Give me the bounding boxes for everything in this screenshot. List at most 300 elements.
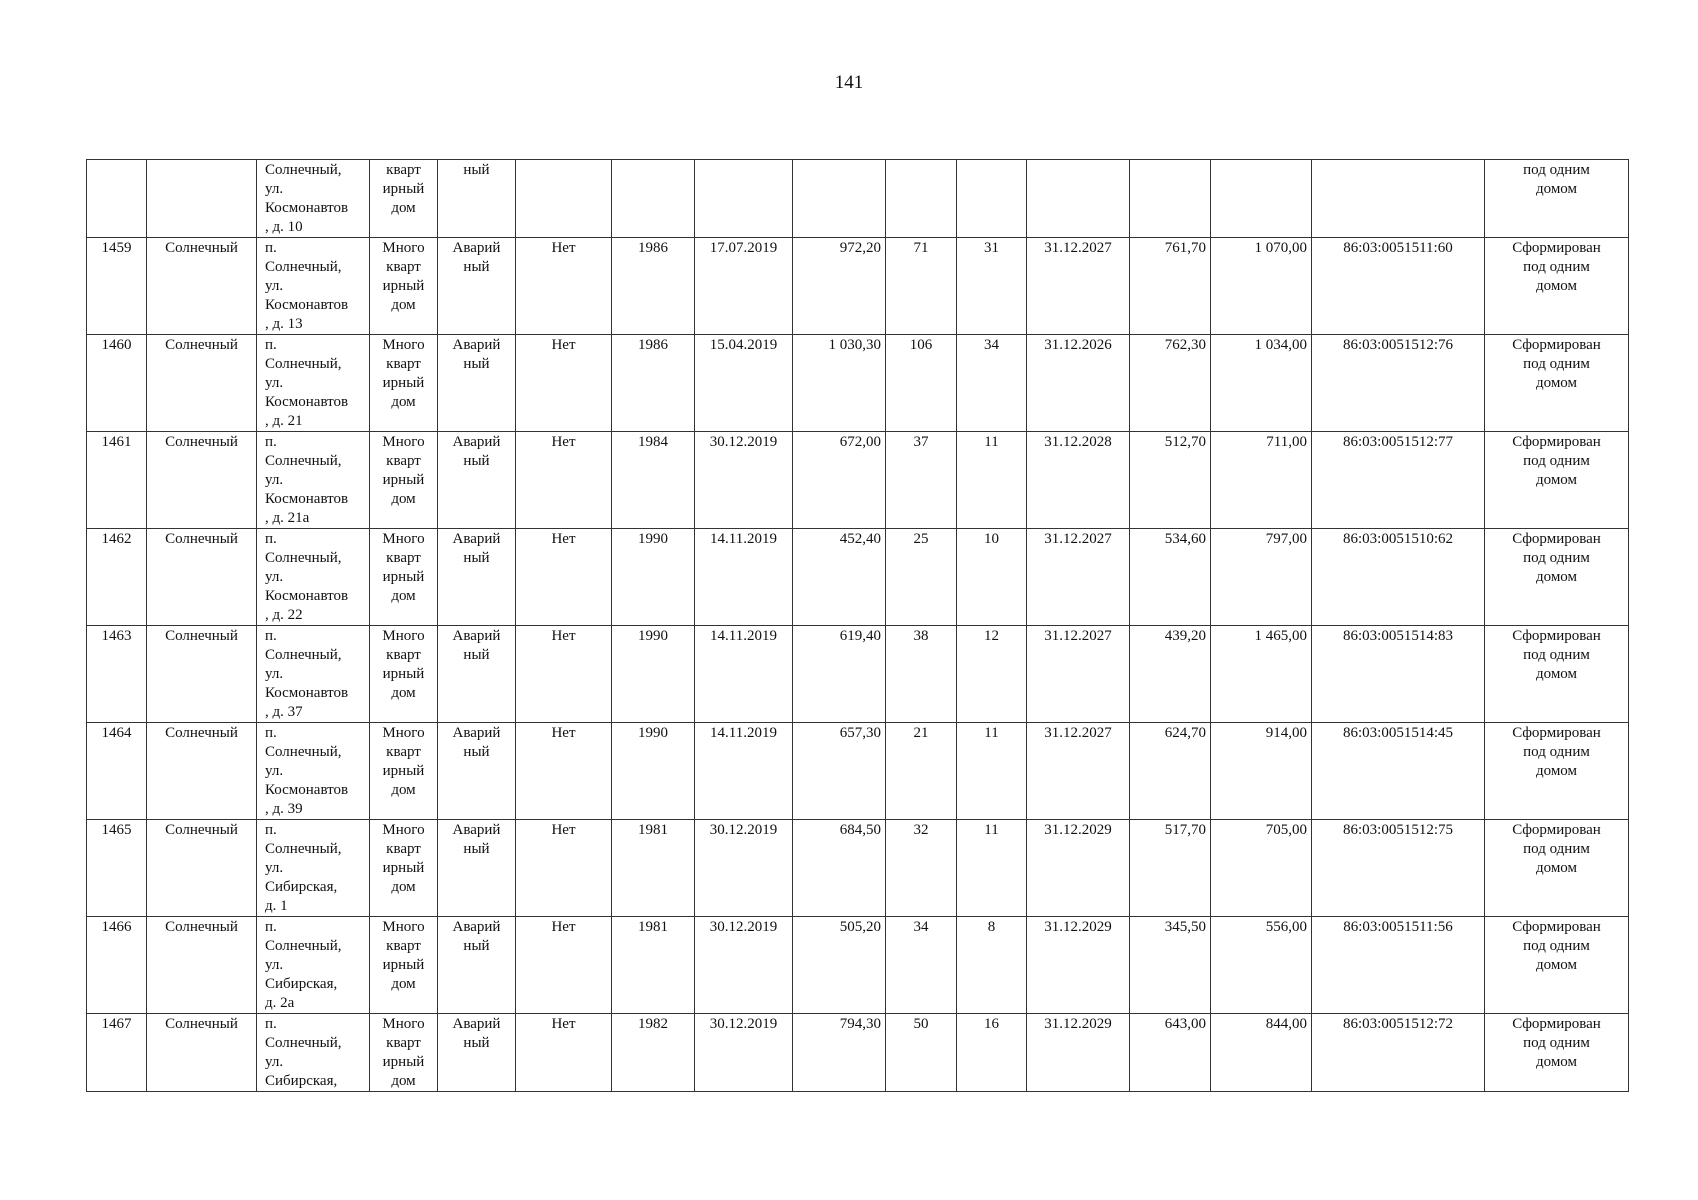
cell-date-recognized: 30.12.2019 bbox=[695, 1014, 793, 1092]
cell-house-type-line: кварт bbox=[386, 259, 421, 275]
cell-apartments: 11 bbox=[957, 820, 1027, 917]
cell-address-line: ул. bbox=[265, 666, 284, 682]
cell-note-line: Сформирован bbox=[1512, 822, 1601, 838]
cell-address-line: д. 2а bbox=[265, 995, 295, 1011]
cell-note-line: домом bbox=[1535, 181, 1578, 197]
cell-house-type bbox=[370, 1014, 438, 1092]
cell-address-line: п. bbox=[265, 337, 277, 353]
cell-house-type-line: ирный bbox=[382, 569, 425, 585]
cell-status bbox=[438, 626, 516, 723]
cell-note bbox=[1485, 238, 1629, 335]
cell-status bbox=[438, 160, 516, 238]
cell-note-line: под одним bbox=[1523, 938, 1590, 954]
cell-address-line: Космонавтов bbox=[265, 588, 349, 604]
cell-house-type bbox=[370, 626, 438, 723]
cell-date-recognized bbox=[695, 160, 793, 238]
cell-flag: Нет bbox=[516, 432, 612, 529]
cell-house-type bbox=[370, 238, 438, 335]
cell-address-line: Солнечный, bbox=[265, 938, 342, 954]
cell-house-type-line: ирный bbox=[382, 860, 425, 876]
cell-cost: 844,00 bbox=[1211, 1014, 1312, 1092]
cell-area: 657,30 bbox=[793, 723, 886, 820]
cell-note-line: Сформирован bbox=[1512, 240, 1601, 256]
cell-area bbox=[793, 160, 886, 238]
cell-flag: Нет bbox=[516, 820, 612, 917]
cell-date-recognized: 15.04.2019 bbox=[695, 335, 793, 432]
cell-settlement: Солнечный bbox=[147, 820, 257, 917]
cell-house-type-line: кварт bbox=[386, 550, 421, 566]
cell-address-line: ул. bbox=[265, 763, 284, 779]
cell-address-line: п. bbox=[265, 628, 277, 644]
cell-number: 1461 bbox=[87, 432, 147, 529]
cell-house-type bbox=[370, 917, 438, 1014]
cell-apartments: 11 bbox=[957, 723, 1027, 820]
cell-area: 794,30 bbox=[793, 1014, 886, 1092]
cell-date-recognized: 30.12.2019 bbox=[695, 432, 793, 529]
cell-note-line: домом bbox=[1535, 569, 1578, 585]
cell-settlement: Солнечный bbox=[147, 529, 257, 626]
cell-note-line: домом bbox=[1535, 666, 1578, 682]
cell-house-type-line: дом bbox=[391, 685, 416, 701]
cell-house-type-line: ирный bbox=[382, 181, 425, 197]
cell-address-line: Солнечный, bbox=[265, 841, 342, 857]
cell-note-line: Сформирован bbox=[1512, 1016, 1601, 1032]
cell-house-type-line: кварт bbox=[386, 841, 421, 857]
cell-address bbox=[257, 917, 370, 1014]
cell-cadastral-number: 86:03:0051514:45 bbox=[1312, 723, 1485, 820]
cell-settlement bbox=[147, 160, 257, 238]
cell-flag: Нет bbox=[516, 917, 612, 1014]
cell-year: 1990 bbox=[612, 723, 695, 820]
cell-house-type-line: дом bbox=[391, 297, 416, 313]
cell-house-type-line: ирный bbox=[382, 472, 425, 488]
cell-address-line: Солнечный, bbox=[265, 259, 342, 275]
cell-house-type bbox=[370, 432, 438, 529]
cell-status-line: ный bbox=[463, 356, 490, 372]
cell-address bbox=[257, 238, 370, 335]
cell-address-line: Солнечный, bbox=[265, 550, 342, 566]
cell-address-line: Солнечный, bbox=[265, 1035, 342, 1051]
cell-address-line: п. bbox=[265, 434, 277, 450]
cell-house-type-line: Много bbox=[382, 531, 425, 547]
housing-registry-table bbox=[86, 159, 1629, 1092]
cell-status-line: Аварий bbox=[452, 919, 501, 935]
cell-settlement: Солнечный bbox=[147, 1014, 257, 1092]
cell-deadline: 31.12.2027 bbox=[1027, 723, 1130, 820]
cell-address bbox=[257, 160, 370, 238]
cell-note-line: под одним bbox=[1523, 550, 1590, 566]
cell-settlement: Солнечный bbox=[147, 723, 257, 820]
cell-address-line: Солнечный, bbox=[265, 744, 342, 760]
cell-year: 1981 bbox=[612, 820, 695, 917]
cell-address-line: ул. bbox=[265, 1054, 284, 1070]
cell-cost: 711,00 bbox=[1211, 432, 1312, 529]
cell-house-type-line: дом bbox=[391, 394, 416, 410]
cell-cost: 556,00 bbox=[1211, 917, 1312, 1014]
cell-residents: 50 bbox=[886, 1014, 957, 1092]
cell-house-type bbox=[370, 335, 438, 432]
cell-house-type bbox=[370, 529, 438, 626]
cell-note-line: Сформирован bbox=[1512, 337, 1601, 353]
cell-residents bbox=[886, 160, 957, 238]
cell-apartments: 16 bbox=[957, 1014, 1027, 1092]
table-row bbox=[87, 335, 1629, 432]
cell-status bbox=[438, 917, 516, 1014]
cell-cadastral-number: 86:03:0051511:60 bbox=[1312, 238, 1485, 335]
cell-year: 1986 bbox=[612, 238, 695, 335]
cell-date-recognized: 14.11.2019 bbox=[695, 626, 793, 723]
cell-number bbox=[87, 160, 147, 238]
cell-deadline bbox=[1027, 160, 1130, 238]
cell-residents: 21 bbox=[886, 723, 957, 820]
cell-status-line: ный bbox=[463, 647, 490, 663]
cell-note-line: Сформирован bbox=[1512, 531, 1601, 547]
cell-area: 972,20 bbox=[793, 238, 886, 335]
cell-land-area: 762,30 bbox=[1130, 335, 1211, 432]
cell-residents: 38 bbox=[886, 626, 957, 723]
cell-deadline: 31.12.2027 bbox=[1027, 529, 1130, 626]
cell-area: 684,50 bbox=[793, 820, 886, 917]
cell-flag: Нет bbox=[516, 1014, 612, 1092]
cell-note-line: домом bbox=[1535, 472, 1578, 488]
cell-year: 1981 bbox=[612, 917, 695, 1014]
cell-address bbox=[257, 529, 370, 626]
cell-cost: 1 070,00 bbox=[1211, 238, 1312, 335]
cell-deadline: 31.12.2026 bbox=[1027, 335, 1130, 432]
cell-address-line: , д. 39 bbox=[265, 801, 303, 817]
cell-note-line: под одним bbox=[1523, 162, 1590, 178]
cell-address-line: Сибирская, bbox=[265, 879, 338, 895]
cell-land-area bbox=[1130, 160, 1211, 238]
cell-year: 1982 bbox=[612, 1014, 695, 1092]
cell-land-area: 517,70 bbox=[1130, 820, 1211, 917]
cell-address-line: , д. 21 bbox=[265, 413, 303, 429]
cell-status-line: Аварий bbox=[452, 434, 501, 450]
cell-address bbox=[257, 432, 370, 529]
cell-status-line: ный bbox=[463, 938, 490, 954]
cell-house-type-line: ирный bbox=[382, 957, 425, 973]
cell-address bbox=[257, 820, 370, 917]
cell-address-line: Сибирская, bbox=[265, 976, 338, 992]
cell-apartments bbox=[957, 160, 1027, 238]
cell-house-type-line: дом bbox=[391, 1073, 416, 1089]
cell-address-line: Космонавтов bbox=[265, 200, 349, 216]
cell-note-line: домом bbox=[1535, 375, 1578, 391]
cell-cost bbox=[1211, 160, 1312, 238]
cell-number: 1462 bbox=[87, 529, 147, 626]
cell-status-line: Аварий bbox=[452, 531, 501, 547]
cell-area: 452,40 bbox=[793, 529, 886, 626]
cell-area: 672,00 bbox=[793, 432, 886, 529]
cell-status bbox=[438, 529, 516, 626]
cell-year: 1990 bbox=[612, 529, 695, 626]
table-row bbox=[87, 626, 1629, 723]
cell-flag: Нет bbox=[516, 335, 612, 432]
cell-note-line: под одним bbox=[1523, 259, 1590, 275]
cell-cadastral-number: 86:03:0051514:83 bbox=[1312, 626, 1485, 723]
cell-deadline: 31.12.2029 bbox=[1027, 820, 1130, 917]
cell-note bbox=[1485, 1014, 1629, 1092]
cell-status bbox=[438, 432, 516, 529]
cell-address-line: ул. bbox=[265, 860, 284, 876]
cell-address-line: п. bbox=[265, 1016, 277, 1032]
cell-address-line: Солнечный, bbox=[265, 162, 342, 178]
cell-note-line: Сформирован bbox=[1512, 628, 1601, 644]
cell-cadastral-number: 86:03:0051512:72 bbox=[1312, 1014, 1485, 1092]
cell-apartments: 31 bbox=[957, 238, 1027, 335]
cell-deadline: 31.12.2027 bbox=[1027, 626, 1130, 723]
cell-cadastral-number: 86:03:0051512:77 bbox=[1312, 432, 1485, 529]
cell-status-line: Аварий bbox=[452, 1016, 501, 1032]
cell-address-line: ул. bbox=[265, 569, 284, 585]
cell-residents: 106 bbox=[886, 335, 957, 432]
cell-house-type-line: Много bbox=[382, 240, 425, 256]
cell-apartments: 8 bbox=[957, 917, 1027, 1014]
table-row bbox=[87, 529, 1629, 626]
table-row bbox=[87, 820, 1629, 917]
cell-house-type-line: ирный bbox=[382, 763, 425, 779]
cell-note-line: домом bbox=[1535, 860, 1578, 876]
cell-settlement: Солнечный bbox=[147, 432, 257, 529]
cell-status-line: Аварий bbox=[452, 628, 501, 644]
cell-address bbox=[257, 1014, 370, 1092]
cell-house-type-line: кварт bbox=[386, 647, 421, 663]
cell-note bbox=[1485, 917, 1629, 1014]
cell-address-line: , д. 10 bbox=[265, 219, 303, 235]
cell-address-line: п. bbox=[265, 822, 277, 838]
cell-house-type-line: ирный bbox=[382, 375, 425, 391]
cell-note-line: домом bbox=[1535, 763, 1578, 779]
cell-settlement: Солнечный bbox=[147, 626, 257, 723]
cell-address-line: Космонавтов bbox=[265, 782, 349, 798]
cell-address-line: Космонавтов bbox=[265, 491, 349, 507]
cell-house-type-line: Много bbox=[382, 628, 425, 644]
cell-address-line: ул. bbox=[265, 472, 284, 488]
cell-cost: 797,00 bbox=[1211, 529, 1312, 626]
cell-note-line: под одним bbox=[1523, 453, 1590, 469]
cell-house-type-line: Много bbox=[382, 337, 425, 353]
cell-house-type-line: дом bbox=[391, 782, 416, 798]
cell-status-line: Аварий bbox=[452, 337, 501, 353]
cell-flag: Нет bbox=[516, 529, 612, 626]
cell-land-area: 534,60 bbox=[1130, 529, 1211, 626]
cell-date-recognized: 14.11.2019 bbox=[695, 723, 793, 820]
cell-note bbox=[1485, 335, 1629, 432]
cell-address-line: Солнечный, bbox=[265, 356, 342, 372]
cell-number: 1460 bbox=[87, 335, 147, 432]
table-row bbox=[87, 723, 1629, 820]
cell-flag: Нет bbox=[516, 626, 612, 723]
cell-area: 505,20 bbox=[793, 917, 886, 1014]
cell-house-type-line: дом bbox=[391, 200, 416, 216]
cell-area: 1 030,30 bbox=[793, 335, 886, 432]
cell-note bbox=[1485, 432, 1629, 529]
cell-cost: 1 465,00 bbox=[1211, 626, 1312, 723]
cell-settlement: Солнечный bbox=[147, 917, 257, 1014]
cell-note-line: под одним bbox=[1523, 356, 1590, 372]
cell-address-line: Сибирская, bbox=[265, 1073, 338, 1089]
cell-status-line: ный bbox=[463, 550, 490, 566]
cell-house-type-line: дом bbox=[391, 976, 416, 992]
cell-note-line: Сформирован bbox=[1512, 434, 1601, 450]
cell-flag bbox=[516, 160, 612, 238]
cell-flag: Нет bbox=[516, 723, 612, 820]
cell-status bbox=[438, 820, 516, 917]
cell-residents: 34 bbox=[886, 917, 957, 1014]
cell-number: 1465 bbox=[87, 820, 147, 917]
cell-cost: 914,00 bbox=[1211, 723, 1312, 820]
cell-house-type-line: кварт bbox=[386, 356, 421, 372]
cell-cadastral-number: 86:03:0051512:75 bbox=[1312, 820, 1485, 917]
table-row bbox=[87, 238, 1629, 335]
cell-status-line: Аварий bbox=[452, 822, 501, 838]
cell-status-line: ный bbox=[463, 162, 490, 178]
cell-date-recognized: 17.07.2019 bbox=[695, 238, 793, 335]
cell-status-line: Аварий bbox=[452, 725, 501, 741]
cell-note-line: под одним bbox=[1523, 1035, 1590, 1051]
cell-status bbox=[438, 1014, 516, 1092]
cell-house-type bbox=[370, 723, 438, 820]
cell-note-line: домом bbox=[1535, 957, 1578, 973]
cell-address-line: , д. 13 bbox=[265, 316, 303, 332]
cell-deadline: 31.12.2029 bbox=[1027, 1014, 1130, 1092]
cell-address-line: п. bbox=[265, 725, 277, 741]
cell-note bbox=[1485, 160, 1629, 238]
cell-land-area: 439,20 bbox=[1130, 626, 1211, 723]
cell-status-line: ный bbox=[463, 1035, 490, 1051]
cell-house-type-line: кварт bbox=[386, 1035, 421, 1051]
cell-cadastral-number: 86:03:0051511:56 bbox=[1312, 917, 1485, 1014]
cell-residents: 71 bbox=[886, 238, 957, 335]
cell-deadline: 31.12.2027 bbox=[1027, 238, 1130, 335]
cell-address-line: п. bbox=[265, 240, 277, 256]
cell-address-line: п. bbox=[265, 531, 277, 547]
cell-deadline: 31.12.2029 bbox=[1027, 917, 1130, 1014]
cell-note-line: под одним bbox=[1523, 744, 1590, 760]
cell-land-area: 345,50 bbox=[1130, 917, 1211, 1014]
cell-settlement: Солнечный bbox=[147, 238, 257, 335]
cell-apartments: 11 bbox=[957, 432, 1027, 529]
cell-house-type-line: ирный bbox=[382, 1054, 425, 1070]
cell-address-line: Солнечный, bbox=[265, 647, 342, 663]
cell-address-line: ул. bbox=[265, 957, 284, 973]
cell-date-recognized: 30.12.2019 bbox=[695, 917, 793, 1014]
cell-apartments: 12 bbox=[957, 626, 1027, 723]
cell-cadastral-number bbox=[1312, 160, 1485, 238]
cell-number: 1463 bbox=[87, 626, 147, 723]
cell-address bbox=[257, 626, 370, 723]
table-row bbox=[87, 432, 1629, 529]
cell-land-area: 761,70 bbox=[1130, 238, 1211, 335]
cell-address-line: , д. 37 bbox=[265, 704, 303, 720]
cell-note-line: домом bbox=[1535, 278, 1578, 294]
cell-year: 1984 bbox=[612, 432, 695, 529]
cell-settlement: Солнечный bbox=[147, 335, 257, 432]
cell-address-line: ул. bbox=[265, 375, 284, 391]
cell-year: 1990 bbox=[612, 626, 695, 723]
cell-address-line: д. 1 bbox=[265, 898, 288, 914]
cell-apartments: 10 bbox=[957, 529, 1027, 626]
cell-house-type-line: дом bbox=[391, 879, 416, 895]
cell-house-type-line: Много bbox=[382, 822, 425, 838]
cell-land-area: 512,70 bbox=[1130, 432, 1211, 529]
cell-house-type-line: кварт bbox=[386, 453, 421, 469]
cell-status-line: Аварий bbox=[452, 240, 501, 256]
cell-note bbox=[1485, 529, 1629, 626]
cell-note bbox=[1485, 820, 1629, 917]
cell-address-line: ул. bbox=[265, 181, 284, 197]
cell-note bbox=[1485, 626, 1629, 723]
cell-house-type bbox=[370, 160, 438, 238]
cell-cost: 705,00 bbox=[1211, 820, 1312, 917]
cell-house-type bbox=[370, 820, 438, 917]
cell-house-type-line: Много bbox=[382, 725, 425, 741]
cell-house-type-line: кварт bbox=[386, 744, 421, 760]
cell-note-line: домом bbox=[1535, 1054, 1578, 1070]
cell-house-type-line: Много bbox=[382, 919, 425, 935]
cell-status bbox=[438, 238, 516, 335]
cell-status-line: ный bbox=[463, 259, 490, 275]
cell-cadastral-number: 86:03:0051510:62 bbox=[1312, 529, 1485, 626]
cell-status-line: ный bbox=[463, 744, 490, 760]
cell-house-type-line: дом bbox=[391, 588, 416, 604]
cell-house-type-line: кварт bbox=[386, 938, 421, 954]
cell-address bbox=[257, 335, 370, 432]
cell-number: 1459 bbox=[87, 238, 147, 335]
cell-address-line: , д. 22 bbox=[265, 607, 303, 623]
cell-house-type-line: кварт bbox=[386, 162, 421, 178]
cell-note-line: Сформирован bbox=[1512, 725, 1601, 741]
cell-residents: 25 bbox=[886, 529, 957, 626]
cell-number: 1466 bbox=[87, 917, 147, 1014]
cell-address-line: ул. bbox=[265, 278, 284, 294]
table-row bbox=[87, 917, 1629, 1014]
cell-date-recognized: 30.12.2019 bbox=[695, 820, 793, 917]
cell-apartments: 34 bbox=[957, 335, 1027, 432]
cell-flag: Нет bbox=[516, 238, 612, 335]
cell-address-line: Солнечный, bbox=[265, 453, 342, 469]
page-number: 141 bbox=[834, 72, 864, 93]
cell-number: 1467 bbox=[87, 1014, 147, 1092]
cell-cost: 1 034,00 bbox=[1211, 335, 1312, 432]
table-row bbox=[87, 1014, 1629, 1092]
cell-number: 1464 bbox=[87, 723, 147, 820]
cell-address-line: , д. 21а bbox=[265, 510, 310, 526]
cell-status bbox=[438, 335, 516, 432]
table-row bbox=[87, 160, 1629, 238]
cell-area: 619,40 bbox=[793, 626, 886, 723]
cell-residents: 32 bbox=[886, 820, 957, 917]
cell-year bbox=[612, 160, 695, 238]
cell-address-line: Космонавтов bbox=[265, 394, 349, 410]
cell-house-type-line: Много bbox=[382, 434, 425, 450]
cell-address-line: п. bbox=[265, 919, 277, 935]
cell-residents: 37 bbox=[886, 432, 957, 529]
cell-note-line: под одним bbox=[1523, 841, 1590, 857]
cell-status-line: ный bbox=[463, 841, 490, 857]
cell-note-line: Сформирован bbox=[1512, 919, 1601, 935]
cell-date-recognized: 14.11.2019 bbox=[695, 529, 793, 626]
cell-address-line: Космонавтов bbox=[265, 297, 349, 313]
cell-status bbox=[438, 723, 516, 820]
cell-note bbox=[1485, 723, 1629, 820]
cell-deadline: 31.12.2028 bbox=[1027, 432, 1130, 529]
cell-address-line: Космонавтов bbox=[265, 685, 349, 701]
cell-status-line: ный bbox=[463, 453, 490, 469]
cell-address bbox=[257, 723, 370, 820]
cell-cadastral-number: 86:03:0051512:76 bbox=[1312, 335, 1485, 432]
cell-house-type-line: ирный bbox=[382, 666, 425, 682]
